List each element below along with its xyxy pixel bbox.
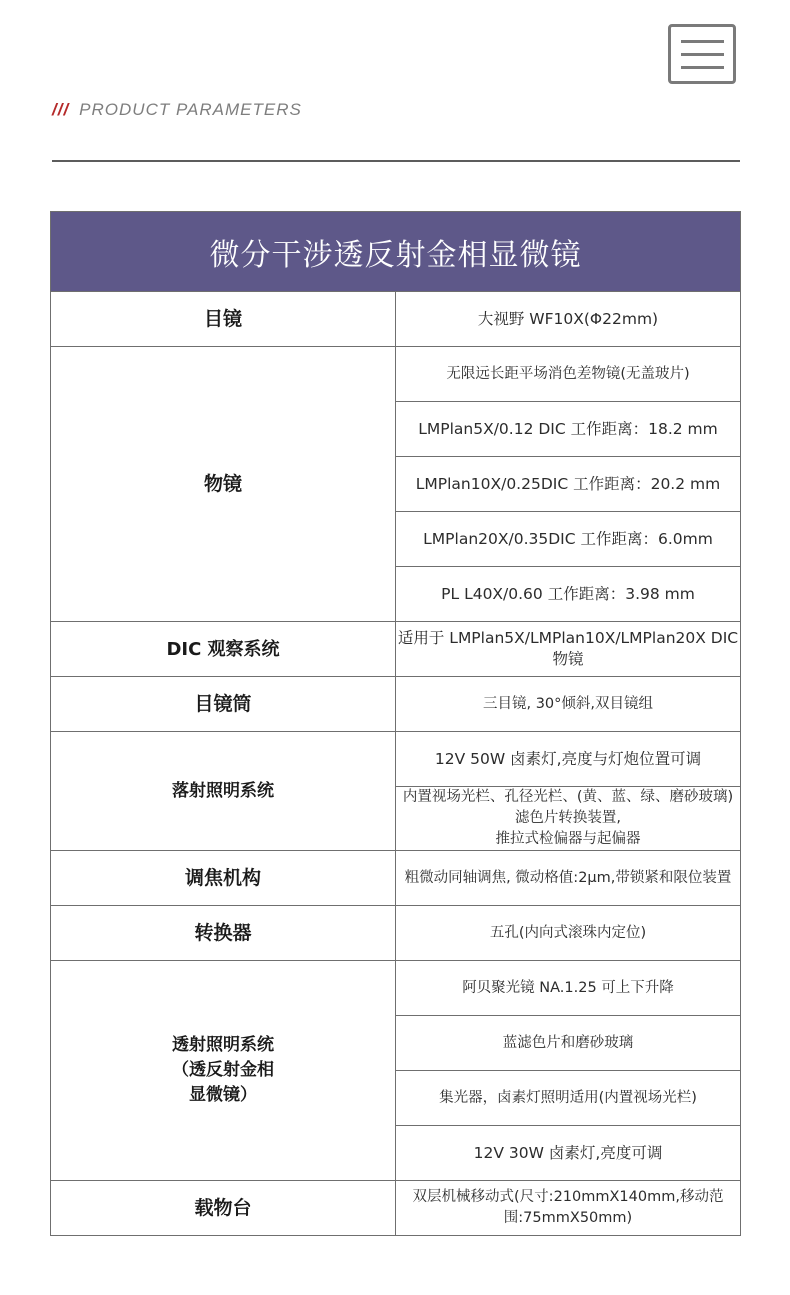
row-value: 蓝滤色片和磨砂玻璃 (396, 1016, 741, 1071)
row-value: 无限远长距平场消色差物镜(无盖玻片) (396, 347, 741, 402)
row-value: 三目镜, 30°倾斜,双目镜组 (396, 677, 741, 732)
section-marker: /// (52, 100, 70, 119)
table-row (51, 732, 741, 787)
row-value: 12V 30W 卤素灯,亮度可调 (396, 1126, 741, 1181)
row-label-tube: 目镜筒 (51, 677, 396, 732)
row-value: 粗微动同轴调焦, 微动格值:2μm,带锁紧和限位装置 (396, 851, 741, 906)
row-value: 五孔(内向式滚珠内定位) (396, 906, 741, 961)
section-title: PRODUCT PARAMETERS (79, 100, 302, 119)
table-row (51, 851, 741, 906)
row-label-objective: 物镜 (51, 347, 396, 622)
row-value-multiline (396, 787, 741, 851)
row-label-eyepiece: 目镜 (51, 292, 396, 347)
row-label-nosepiece: 转换器 (51, 906, 396, 961)
row-value: 阿贝聚光镜 NA.1.25 可上下升降 (396, 961, 741, 1016)
row-label-reflected-illumination: 落射照明系统 (51, 732, 396, 851)
row-label-focus: 调焦机构 (51, 851, 396, 906)
table-row (51, 677, 741, 732)
menu-icon-line (681, 40, 724, 43)
table-row (51, 906, 741, 961)
label-line: 透射照明系统 (172, 1035, 274, 1055)
table-title: 微分干涉透反射金相显微镜 (51, 212, 741, 292)
table-row (51, 622, 741, 677)
row-label-transmitted-illumination (51, 961, 396, 1181)
header-divider (52, 160, 740, 162)
menu-icon[interactable] (668, 24, 736, 84)
label-line: 显微镜） (189, 1085, 257, 1105)
parameter-table (50, 211, 741, 1236)
row-value-line: 推拉式检偏器与起偏器 (495, 831, 641, 847)
row-value: 适用于 LMPlan5X/LMPlan10X/LMPlan20X DIC物镜 (396, 622, 741, 677)
row-value: LMPlan5X/0.12 DIC 工作距离：18.2 mm (396, 402, 741, 457)
row-value: 集光器，卤素灯照明适用(内置视场光栏) (396, 1071, 741, 1126)
row-value: 双层机械移动式(尺寸:210mmX140mm,移动范围:75mmX50mm) (396, 1181, 741, 1236)
table-row (51, 961, 741, 1016)
table-row (51, 347, 741, 402)
row-value-line: 内置视场光栏、孔径光栏、(黄、蓝、绿、磨砂玻璃)滤色片转换装置, (402, 789, 734, 826)
table-row (51, 292, 741, 347)
row-value: 大视野 WF10X(Φ22mm) (396, 292, 741, 347)
label-line: （透反射金相 (172, 1060, 274, 1080)
menu-icon-line (681, 66, 724, 69)
row-label-dic: DIC 观察系统 (51, 622, 396, 677)
section-heading (52, 98, 302, 122)
menu-icon-line (681, 53, 724, 56)
row-value: PL L40X/0.60 工作距离：3.98 mm (396, 567, 741, 622)
row-value: 12V 50W 卤素灯,亮度与灯炮位置可调 (396, 732, 741, 787)
row-value: LMPlan10X/0.25DIC 工作距离：20.2 mm (396, 457, 741, 512)
row-value: LMPlan20X/0.35DIC 工作距离：6.0mm (396, 512, 741, 567)
table-row (51, 1181, 741, 1236)
row-label-stage: 载物台 (51, 1181, 396, 1236)
